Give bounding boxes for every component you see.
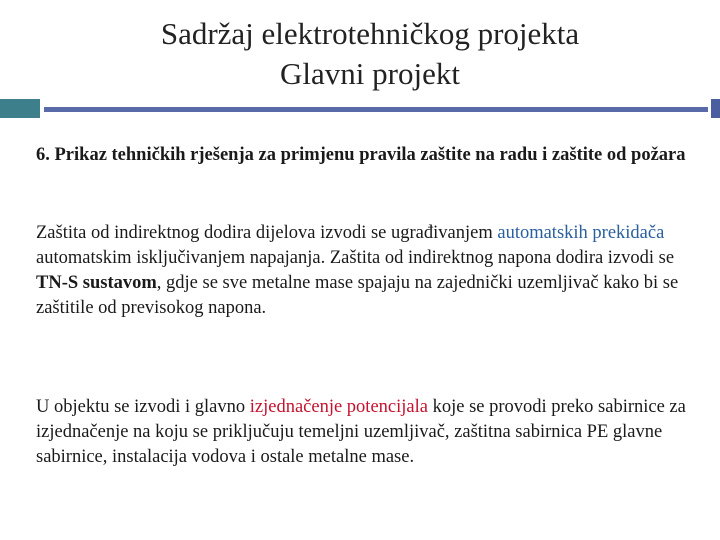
title-rule-line xyxy=(44,107,708,112)
para1-text-2: automatskim isključivanjem napajanja. Zaštita od indirektnog napona dodira izvodi se xyxy=(36,248,675,268)
slide-title xyxy=(0,14,720,94)
para2-highlight-equipotential: izjednačenje potencijala xyxy=(249,397,428,417)
paragraph-equipotential xyxy=(36,395,696,470)
para1-link-automatic-breakers: automatskih prekidača xyxy=(497,223,665,243)
para1-text-1: Zaštita od indirektnog dodira dijelova izvodi se ugrađivanjem xyxy=(36,223,498,243)
paragraph-protection xyxy=(36,221,696,321)
title-rule-right-block xyxy=(711,99,720,118)
para2-text-1: U objektu se izvodi i glavno xyxy=(36,397,250,417)
section-heading: 6. Prikaz tehničkih rješenja za primjenu pravila zaštite na radu i zaštite od požara xyxy=(36,145,686,165)
para2-text-2: koje se provodi preko sabirnice za izjednačenje na koju se priključuju temeljni uzemljivač, zaštitna sabirnica PE glavne sabirnice, instalacija vodova i ostale metalne mase. xyxy=(36,397,686,467)
para1-text-3: , gdje se sve metalne mase spajaju na zajednički uzemljivač kako bi se zaštitile od previsokog napona. xyxy=(36,273,679,318)
title-line-2: Glavni projekt xyxy=(280,56,460,91)
title-rule-left-block xyxy=(0,99,40,118)
para1-bold-tns: TN-S sustavom xyxy=(36,273,157,293)
title-line-1: Sadržaj elektrotehničkog projekta xyxy=(160,16,580,51)
